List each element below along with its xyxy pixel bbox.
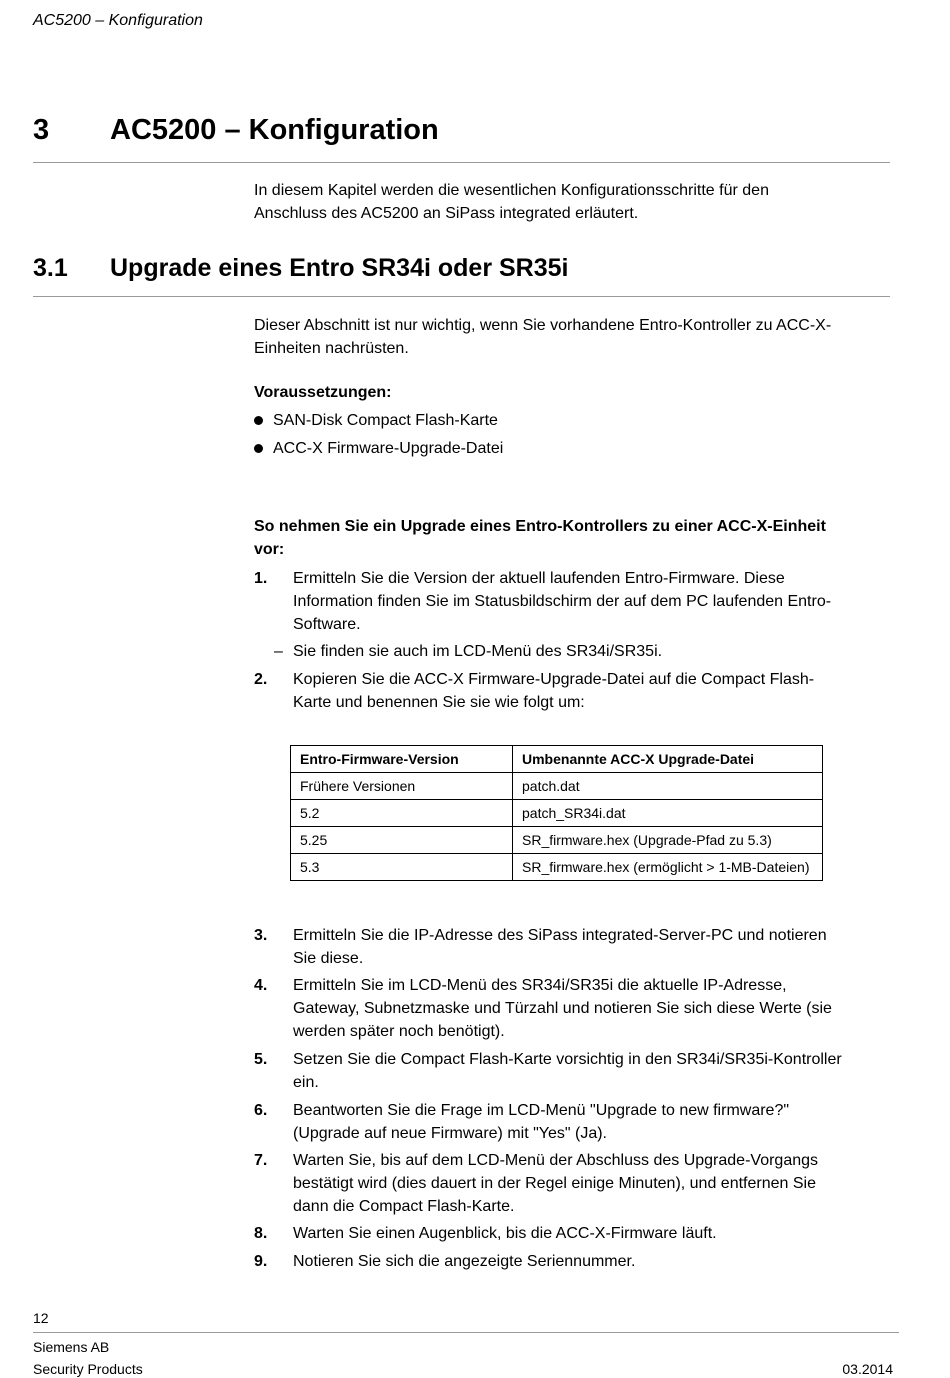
step-number: 4. [254,977,268,994]
prerequisites-heading: Voraussetzungen: [254,384,392,401]
running-header: AC5200 – Konfiguration [33,12,203,29]
section-intro-line: Einheiten nachrüsten. [254,340,409,357]
list-item-text: ACC-X Firmware-Upgrade-Datei [273,440,504,457]
step-line: Gateway, Subnetzmaske und Türzahl und notieren Sie sich diese Werte (sie [293,1000,832,1017]
step-line: Ermitteln Sie im LCD-Menü des SR34i/SR35i die aktuelle IP-Adresse, [293,977,787,994]
table-row [291,854,823,881]
chapter-title: AC5200 – Konfiguration [110,114,439,146]
section-number: 3.1 [33,254,68,282]
chapter-divider [33,162,890,163]
step-line: dann die Compact Flash-Karte. [293,1198,515,1215]
procedure-heading-line: So nehmen Sie ein Upgrade eines Entro-Kontrollers zu einer ACC-X-Einheit [254,518,826,535]
table-row [291,773,823,800]
step-number: 8. [254,1225,268,1242]
step-line: Information finden Sie im Statusbildschirm der auf dem PC laufenden Entro- [293,593,832,610]
table-cell: 5.3 [291,854,513,881]
step-line: Setzen Sie die Compact Flash-Karte vorsichtig in den SR34i/SR35i-Kontroller [293,1051,842,1068]
step-text [293,1250,893,1273]
section-intro [254,314,894,360]
footer-company: Siemens AB [33,1339,110,1355]
table-row [291,800,823,827]
dash-marker: – [274,643,283,660]
step-text [293,1099,893,1145]
table-cell: Frühere Versionen [291,773,513,800]
step-line: Sie diese. [293,950,364,967]
column-header: Umbenannte ACC-X Upgrade-Datei [513,746,823,773]
firmware-table [290,745,823,881]
step-text [293,1149,893,1218]
step-line: Karte und benennen Sie sie wie folgt um: [293,694,585,711]
table-cell: SR_firmware.hex (ermöglicht > 1-MB-Dateien) [513,854,823,881]
step-number: 5. [254,1051,268,1068]
procedure-heading-line: vor: [254,541,285,558]
chapter-intro-line: Anschluss des AC5200 an SiPass integrated erläutert. [254,205,639,222]
step-line: (Upgrade auf neue Firmware) mit "Yes" (Ja). [293,1125,607,1142]
chapter-intro [254,179,894,225]
step-line: bestätigt wird (dies dauert in der Regel einige Minuten), und entfernen Sie [293,1175,816,1192]
list-item [254,409,498,432]
step-number: 7. [254,1152,268,1169]
step-number: 9. [254,1253,268,1270]
list-item-text: SAN-Disk Compact Flash-Karte [273,412,498,429]
sub-list-item-text: Sie finden sie auch im LCD-Menü des SR34i/SR35i. [293,643,663,660]
table-header-row [291,746,823,773]
table-cell: 5.2 [291,800,513,827]
step-line: Software. [293,616,361,633]
chapter-intro-line: In diesem Kapitel werden die wesentlichen Konfigurationsschritte für den [254,182,769,199]
step-line: Warten Sie einen Augenblick, bis die ACC-X-Firmware läuft. [293,1225,717,1242]
step-text [293,567,893,636]
procedure-heading [254,515,894,561]
page-number: 12 [33,1310,49,1326]
step-text [293,1222,893,1245]
step-line: Kopieren Sie die ACC-X Firmware-Upgrade-Datei auf die Compact Flash- [293,671,815,688]
section-divider [33,296,890,297]
step-text [293,924,893,970]
bullet-icon [254,444,263,453]
step-line: Warten Sie, bis auf dem LCD-Menü der Abschluss des Upgrade-Vorgangs [293,1152,819,1169]
step-text [293,974,893,1043]
bullet-icon [254,416,263,425]
column-header: Entro-Firmware-Version [291,746,513,773]
section-title: Upgrade eines Entro SR34i oder SR35i [110,254,569,282]
step-line: werden später noch benötigt). [293,1023,505,1040]
step-line: Ermitteln Sie die IP-Adresse des SiPass integrated-Server-PC und notieren [293,927,827,944]
step-line: Notieren Sie sich die angezeigte Seriennummer. [293,1253,636,1270]
list-item [254,437,503,460]
section-intro-line: Dieser Abschnitt ist nur wichtig, wenn Sie vorhandene Entro-Kontroller zu ACC-X- [254,317,832,334]
step-line: Ermitteln Sie die Version der aktuell laufenden Entro-Firmware. Diese [293,570,785,587]
step-line: ein. [293,1074,319,1091]
step-line: Beantworten Sie die Frage im LCD-Menü "Upgrade to new firmware?" [293,1102,790,1119]
step-text [293,1048,893,1094]
chapter-number: 3 [33,114,50,146]
step-number: 3. [254,927,268,944]
table-row [291,827,823,854]
table-cell: SR_firmware.hex (Upgrade-Pfad zu 5.3) [513,827,823,854]
step-number: 2. [254,671,268,688]
step-number: 1. [254,570,268,587]
table-cell: patch.dat [513,773,823,800]
step-text [293,668,893,714]
table-cell: patch_SR34i.dat [513,800,823,827]
footer-division: Security Products [33,1361,143,1377]
footer-date: 03.2014 [842,1361,893,1377]
step-number: 6. [254,1102,268,1119]
footer-divider [33,1332,899,1333]
table-cell: 5.25 [291,827,513,854]
